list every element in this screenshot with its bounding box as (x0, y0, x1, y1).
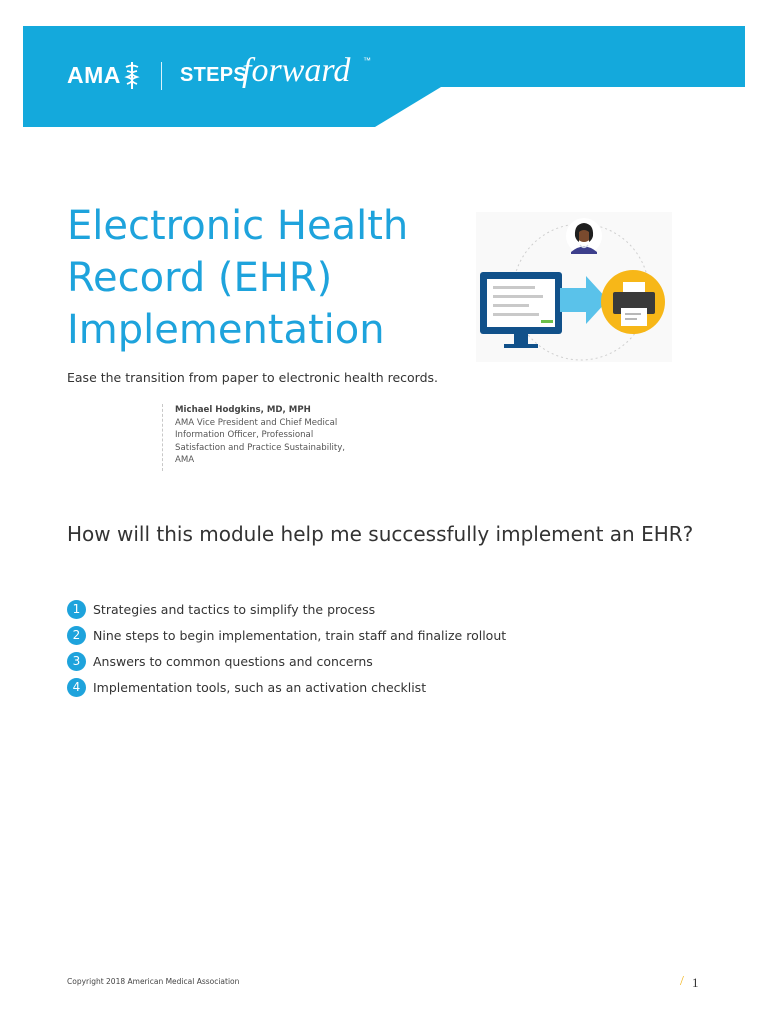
author-title-line: Satisfaction and Practice Sustainability, (175, 442, 346, 453)
author-title-line: AMA Vice President and Chief Medical (175, 417, 338, 428)
title-line: Implementation (67, 307, 385, 353)
logo-divider (161, 62, 162, 90)
section-question: How will this module help me successfully implement an EHR? (67, 522, 694, 546)
list-item (67, 596, 506, 622)
author-title-line: AMA (175, 455, 195, 465)
list-item (67, 622, 506, 648)
page-number: 1 (692, 975, 699, 990)
caduceus-icon (122, 60, 142, 90)
author-name: Michael Hodgkins, MD, MPH (175, 405, 311, 415)
list-item-text: Implementation tools, such as an activation checklist (93, 679, 427, 695)
list-item-text: Answers to common questions and concerns (93, 653, 373, 669)
subtitle: Ease the transition from paper to electronic health records. (67, 370, 439, 385)
list-item-text: Nine steps to begin implementation, train staff and finalize rollout (93, 627, 507, 643)
copyright-text: Copyright 2018 American Medical Association (67, 977, 240, 986)
ehr-illustration (476, 212, 672, 362)
author-block (162, 404, 375, 471)
number-badge: 3 (67, 652, 86, 671)
ama-logo-text: AMA (67, 62, 121, 88)
doctor-avatar-icon (566, 218, 602, 254)
forward-logo-text: forward (242, 52, 351, 89)
page-slash: / (680, 974, 684, 989)
printer-icon (601, 270, 665, 334)
number-badge: 4 (67, 678, 86, 697)
page-title (67, 200, 467, 356)
title-line: Record (EHR) (67, 255, 333, 301)
benefits-list (67, 596, 506, 700)
title-line: Electronic Health (67, 203, 409, 249)
number-badge: 1 (67, 600, 86, 619)
list-item-text: Strategies and tactics to simplify the process (93, 601, 376, 617)
list-item (67, 648, 506, 674)
steps-logo-text: STEPS (180, 64, 248, 86)
author-title-line: Information Officer, Professional (175, 430, 314, 440)
header-banner (23, 26, 745, 127)
trademark-mark: ™ (363, 56, 371, 65)
list-item (67, 674, 506, 700)
number-badge: 2 (67, 626, 86, 645)
